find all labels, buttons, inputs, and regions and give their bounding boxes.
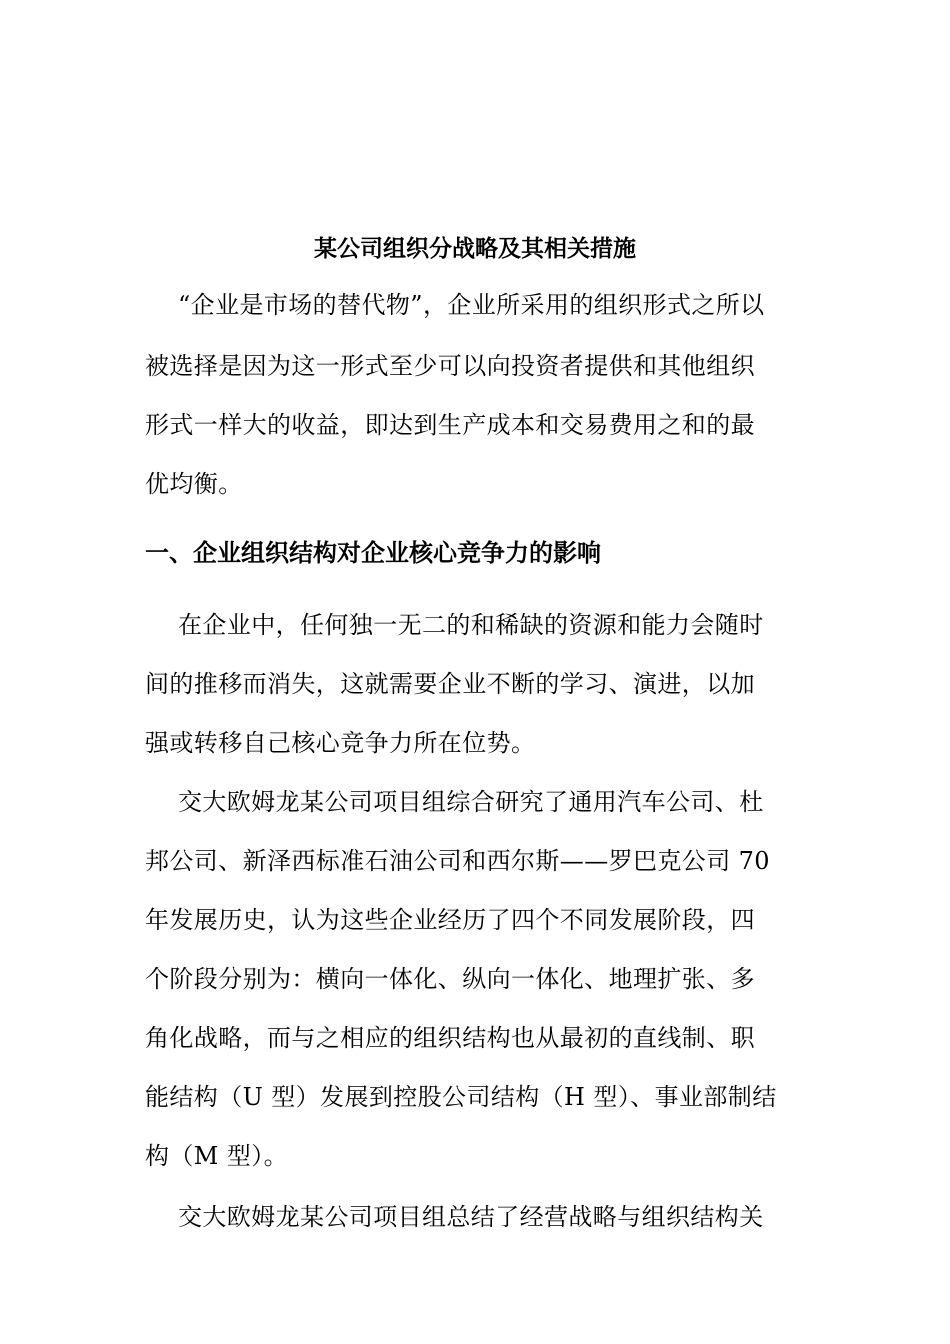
- para2-line-1: 交大欧姆龙某公司项目组综合研究了通用汽车公司、杜: [178, 788, 764, 816]
- para2-line-6: 能结构（U 型）发展到控股公司结构（H 型）、事业部制结: [145, 1083, 777, 1111]
- para2-line-3: 年发展历史，认为这些企业经历了四个不同发展阶段，四: [145, 906, 755, 934]
- para1-line-1: 在企业中，任何独一无二的和稀缺的资源和能力会随时: [178, 611, 764, 639]
- para2-line-4: 个阶段分别为：横向一体化、纵向一体化、地理扩张、多: [145, 965, 755, 993]
- section-heading: 一、企业组织结构对企业核心竞争力的影响: [145, 539, 601, 567]
- para2-line-5: 角化战略，而与之相应的组织结构也从最初的直线制、职: [145, 1024, 755, 1052]
- para2-line-7: 构（M 型）。: [145, 1142, 289, 1170]
- para3-line-1: 交大欧姆龙某公司项目组总结了经营战略与组织结构关: [178, 1203, 764, 1231]
- document-title: 某公司组织分战略及其相关措施: [314, 236, 636, 262]
- intro-line-2: 被选择是因为这一形式至少可以向投资者提供和其他组织: [145, 352, 755, 380]
- para1-line-2: 间的推移而消失，这就需要企业不断的学习、演进，以加: [145, 670, 755, 698]
- intro-line-4: 优均衡。: [145, 470, 243, 498]
- para1-line-3: 强或转移自己核心竞争力所在位势。: [145, 729, 536, 757]
- intro-line-1: “企业是市场的替代物”，企业所采用的组织形式之所以: [178, 291, 765, 319]
- intro-line-3: 形式一样大的收益，即达到生产成本和交易费用之和的最: [145, 411, 755, 439]
- para2-line-2: 邦公司、新泽西标准石油公司和西尔斯——罗巴克公司 70: [145, 847, 770, 875]
